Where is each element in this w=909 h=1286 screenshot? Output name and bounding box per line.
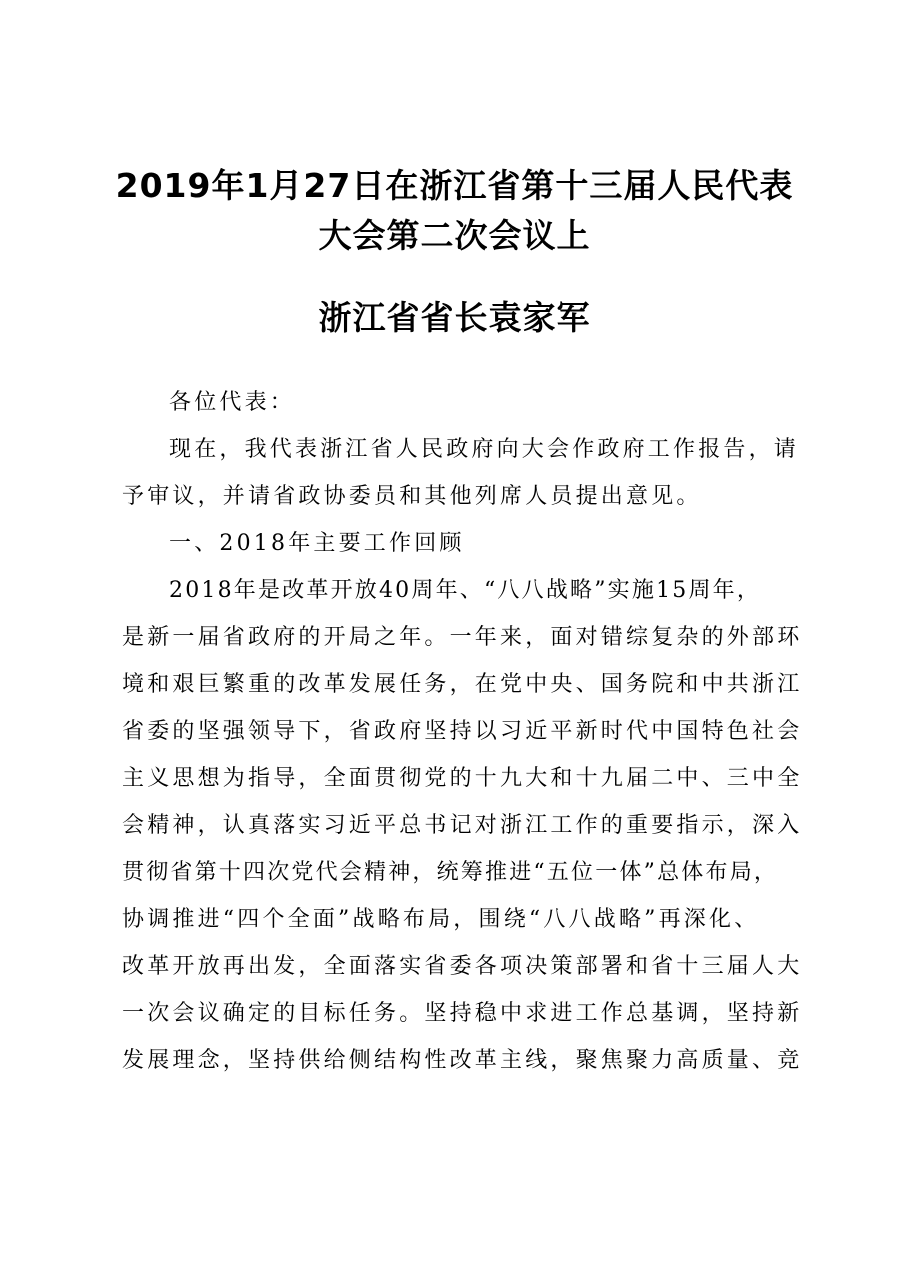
paragraph-2-line-7: 贯彻省第十四次党代会精神，统筹推进“五位一体”总体布局， <box>122 860 779 885</box>
paragraph-2-line-11: 发展理念，坚持供给侧结构性改革主线，聚焦聚力高质量、竞 <box>122 1048 803 1073</box>
paragraph-2-line-3: 境和艰巨繁重的改革发展任务，在党中央、国务院和中共浙江 <box>122 672 803 697</box>
paragraph-1-line-2: 予审议，并请省政协委员和其他列席人员提出意见。 <box>122 484 702 509</box>
paragraph-2-line-9: 改革开放再出发，全面落实省委各项决策部署和省十三届人大 <box>122 954 803 979</box>
paragraph-2-line-10: 一次会议确定的目标任务。坚持稳中求进工作总基调，坚持新 <box>122 1001 803 1026</box>
speaker-title: 浙江省省长袁家军 <box>318 298 591 337</box>
paragraph-2-line-8: 协调推进“四个全面”战略布局，围绕“八八战略”再深化、 <box>122 907 760 932</box>
paragraph-1-line-1: 现在，我代表浙江省人民政府向大会作政府工作报告，请 <box>169 437 800 462</box>
report-body <box>122 379 812 1084</box>
paragraph-2-line-2: 是新一届省政府的开局之年。一年来，面对错综复杂的外部环 <box>122 625 803 650</box>
paragraph-2-line-6: 会精神，认真落实习近平总书记对浙江工作的重要指示，深入 <box>122 813 803 838</box>
paragraph-2-line-4: 省委的坚强领导下，省政府坚持以习近平新时代中国特色社会 <box>122 719 803 744</box>
salutation: 各位代表： <box>169 390 296 415</box>
paragraph-2-line-5: 主义思想为指导，全面贯彻党的十九大和十九届二中、三中全 <box>122 766 803 791</box>
section-heading: 一、2018年主要工作回顾 <box>169 531 465 556</box>
paragraph-2-line-1: 2018年是改革开放40周年、“八八战略”实施15周年， <box>169 578 762 603</box>
document-title-line-2: 大会第二次会议上 <box>318 216 591 255</box>
document-title-line-1: 2019年1月27日在浙江省第十三届人民代表 <box>115 166 794 205</box>
